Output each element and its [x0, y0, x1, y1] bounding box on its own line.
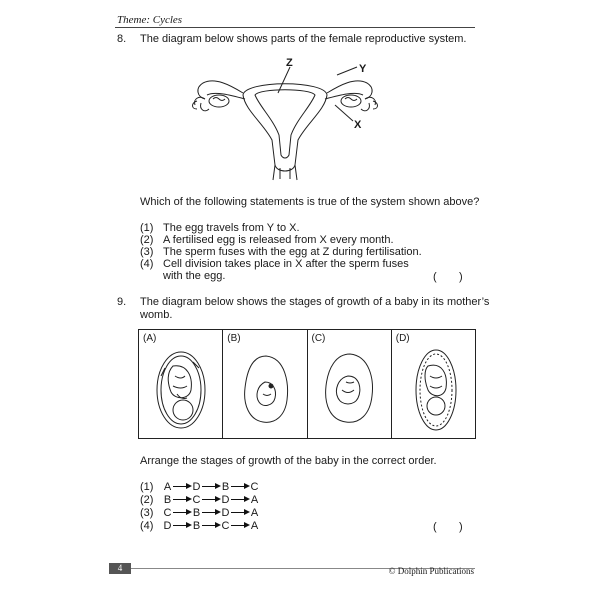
header-rule	[115, 27, 475, 28]
label-x: X	[354, 119, 362, 131]
q9-question: Arrange the stages of growth of the baby in the correct order.	[140, 455, 437, 467]
q9-intro-2: womb.	[140, 309, 173, 321]
arrow-icon	[230, 509, 250, 517]
stage-a-cell	[139, 330, 223, 438]
stage-b-cell	[223, 330, 307, 438]
q9-option-4: (4) D B C A	[140, 520, 259, 532]
q9-answer-box[interactable]: ( )	[433, 521, 463, 533]
stage-b-fetus-image	[241, 354, 291, 426]
q8-answer-box[interactable]: ( )	[433, 271, 463, 283]
stage-c-cell	[308, 330, 392, 438]
arrow-icon	[201, 509, 221, 517]
q8-option-1: (1) The egg travels from Y to X.	[140, 222, 300, 234]
stage-c-fetus-image	[322, 352, 376, 426]
q9-number: 9.	[117, 296, 127, 308]
arrow-icon	[172, 509, 192, 517]
q9-option-2: (2) B C D A	[140, 494, 259, 506]
stage-d-fetus-image	[412, 346, 460, 434]
arrow-icon	[201, 496, 221, 504]
q9-option-1: (1) A D B C	[140, 481, 259, 493]
stage-b-label: (B)	[227, 333, 241, 344]
label-y: Y	[359, 63, 367, 75]
arrow-icon	[230, 496, 250, 504]
stage-d-cell	[392, 330, 475, 438]
arrow-icon	[201, 522, 221, 530]
arrow-icon	[172, 483, 192, 491]
stage-c-label: (C)	[311, 333, 326, 344]
q9-option-3: (3) C B D A	[140, 507, 259, 519]
stage-a-label: (A)	[143, 333, 157, 344]
arrow-icon	[230, 483, 250, 491]
publisher-credit: © Dolphin Publications	[388, 566, 474, 576]
arrow-icon	[172, 496, 192, 504]
stage-d-label: (D)	[395, 333, 410, 344]
q8-option-3: (3) The sperm fuses with the egg at Z during fertilisation.	[140, 246, 422, 258]
q8-option-4-cont: with the egg.	[163, 270, 226, 282]
arrow-icon	[201, 483, 221, 491]
q8-number: 8.	[117, 33, 127, 45]
q8-option-2: (2) A fertilised egg is released from X every month.	[140, 234, 394, 246]
q8-intro: The diagram below shows parts of the female reproductive system.	[140, 33, 467, 45]
arrow-icon	[172, 522, 192, 530]
stages-grid	[138, 329, 476, 439]
page-number: 4	[109, 563, 131, 574]
theme-header: Theme: Cycles	[117, 14, 183, 26]
q8-question: Which of the following statements is true of the system shown above?	[140, 196, 480, 208]
label-z: Z	[286, 57, 293, 69]
q8-option-4: (4) Cell division takes place in X after the sperm fuses	[140, 258, 409, 270]
stage-a-fetus-image	[153, 346, 209, 432]
q9-intro-1: The diagram below shows the stages of growth of a baby in its mother’s	[140, 296, 490, 308]
arrow-icon	[230, 522, 250, 530]
